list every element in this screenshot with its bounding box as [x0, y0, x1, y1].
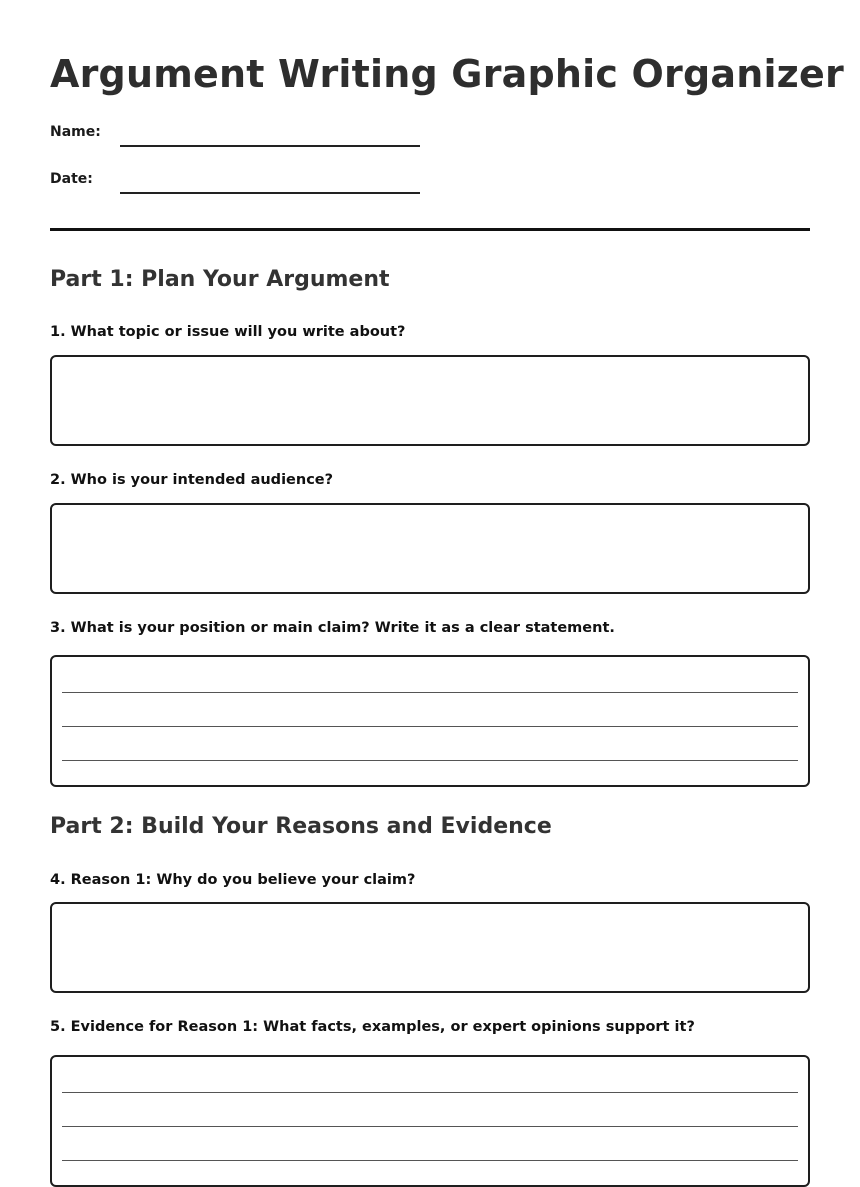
writing-line	[62, 726, 798, 727]
question-4-answer-box[interactable]	[50, 902, 810, 993]
header-divider	[50, 228, 810, 231]
question-3-prompt: 3. What is your position or main claim? Write it as a clear statement.	[50, 620, 615, 636]
question-2-prompt: 2. Who is your intended audience?	[50, 472, 334, 488]
date-field-row	[50, 169, 470, 199]
question-5-prompt: 5. Evidence for Reason 1: What facts, examples, or expert opinions support it?	[50, 1019, 695, 1035]
name-label: Name:	[50, 124, 101, 140]
page-title: Argument Writing Graphic Organizer	[50, 52, 844, 96]
part2-heading: Part 2: Build Your Reasons and Evidence	[50, 814, 552, 839]
question-1-answer-box[interactable]	[50, 355, 810, 446]
question-5-answer-box[interactable]	[50, 1055, 810, 1187]
part1-heading: Part 1: Plan Your Argument	[50, 267, 390, 292]
question-3-answer-box[interactable]	[50, 655, 810, 787]
writing-line	[62, 692, 798, 693]
date-input[interactable]	[120, 170, 420, 194]
name-input[interactable]	[120, 123, 420, 147]
question-1-prompt: 1. What topic or issue will you write about?	[50, 324, 406, 340]
writing-line	[62, 1126, 798, 1127]
name-field-row	[50, 122, 470, 152]
question-4-prompt: 4. Reason 1: Why do you believe your claim?	[50, 872, 416, 888]
date-label: Date:	[50, 171, 93, 187]
writing-line	[62, 760, 798, 761]
question-2-answer-box[interactable]	[50, 503, 810, 594]
writing-line	[62, 1092, 798, 1093]
